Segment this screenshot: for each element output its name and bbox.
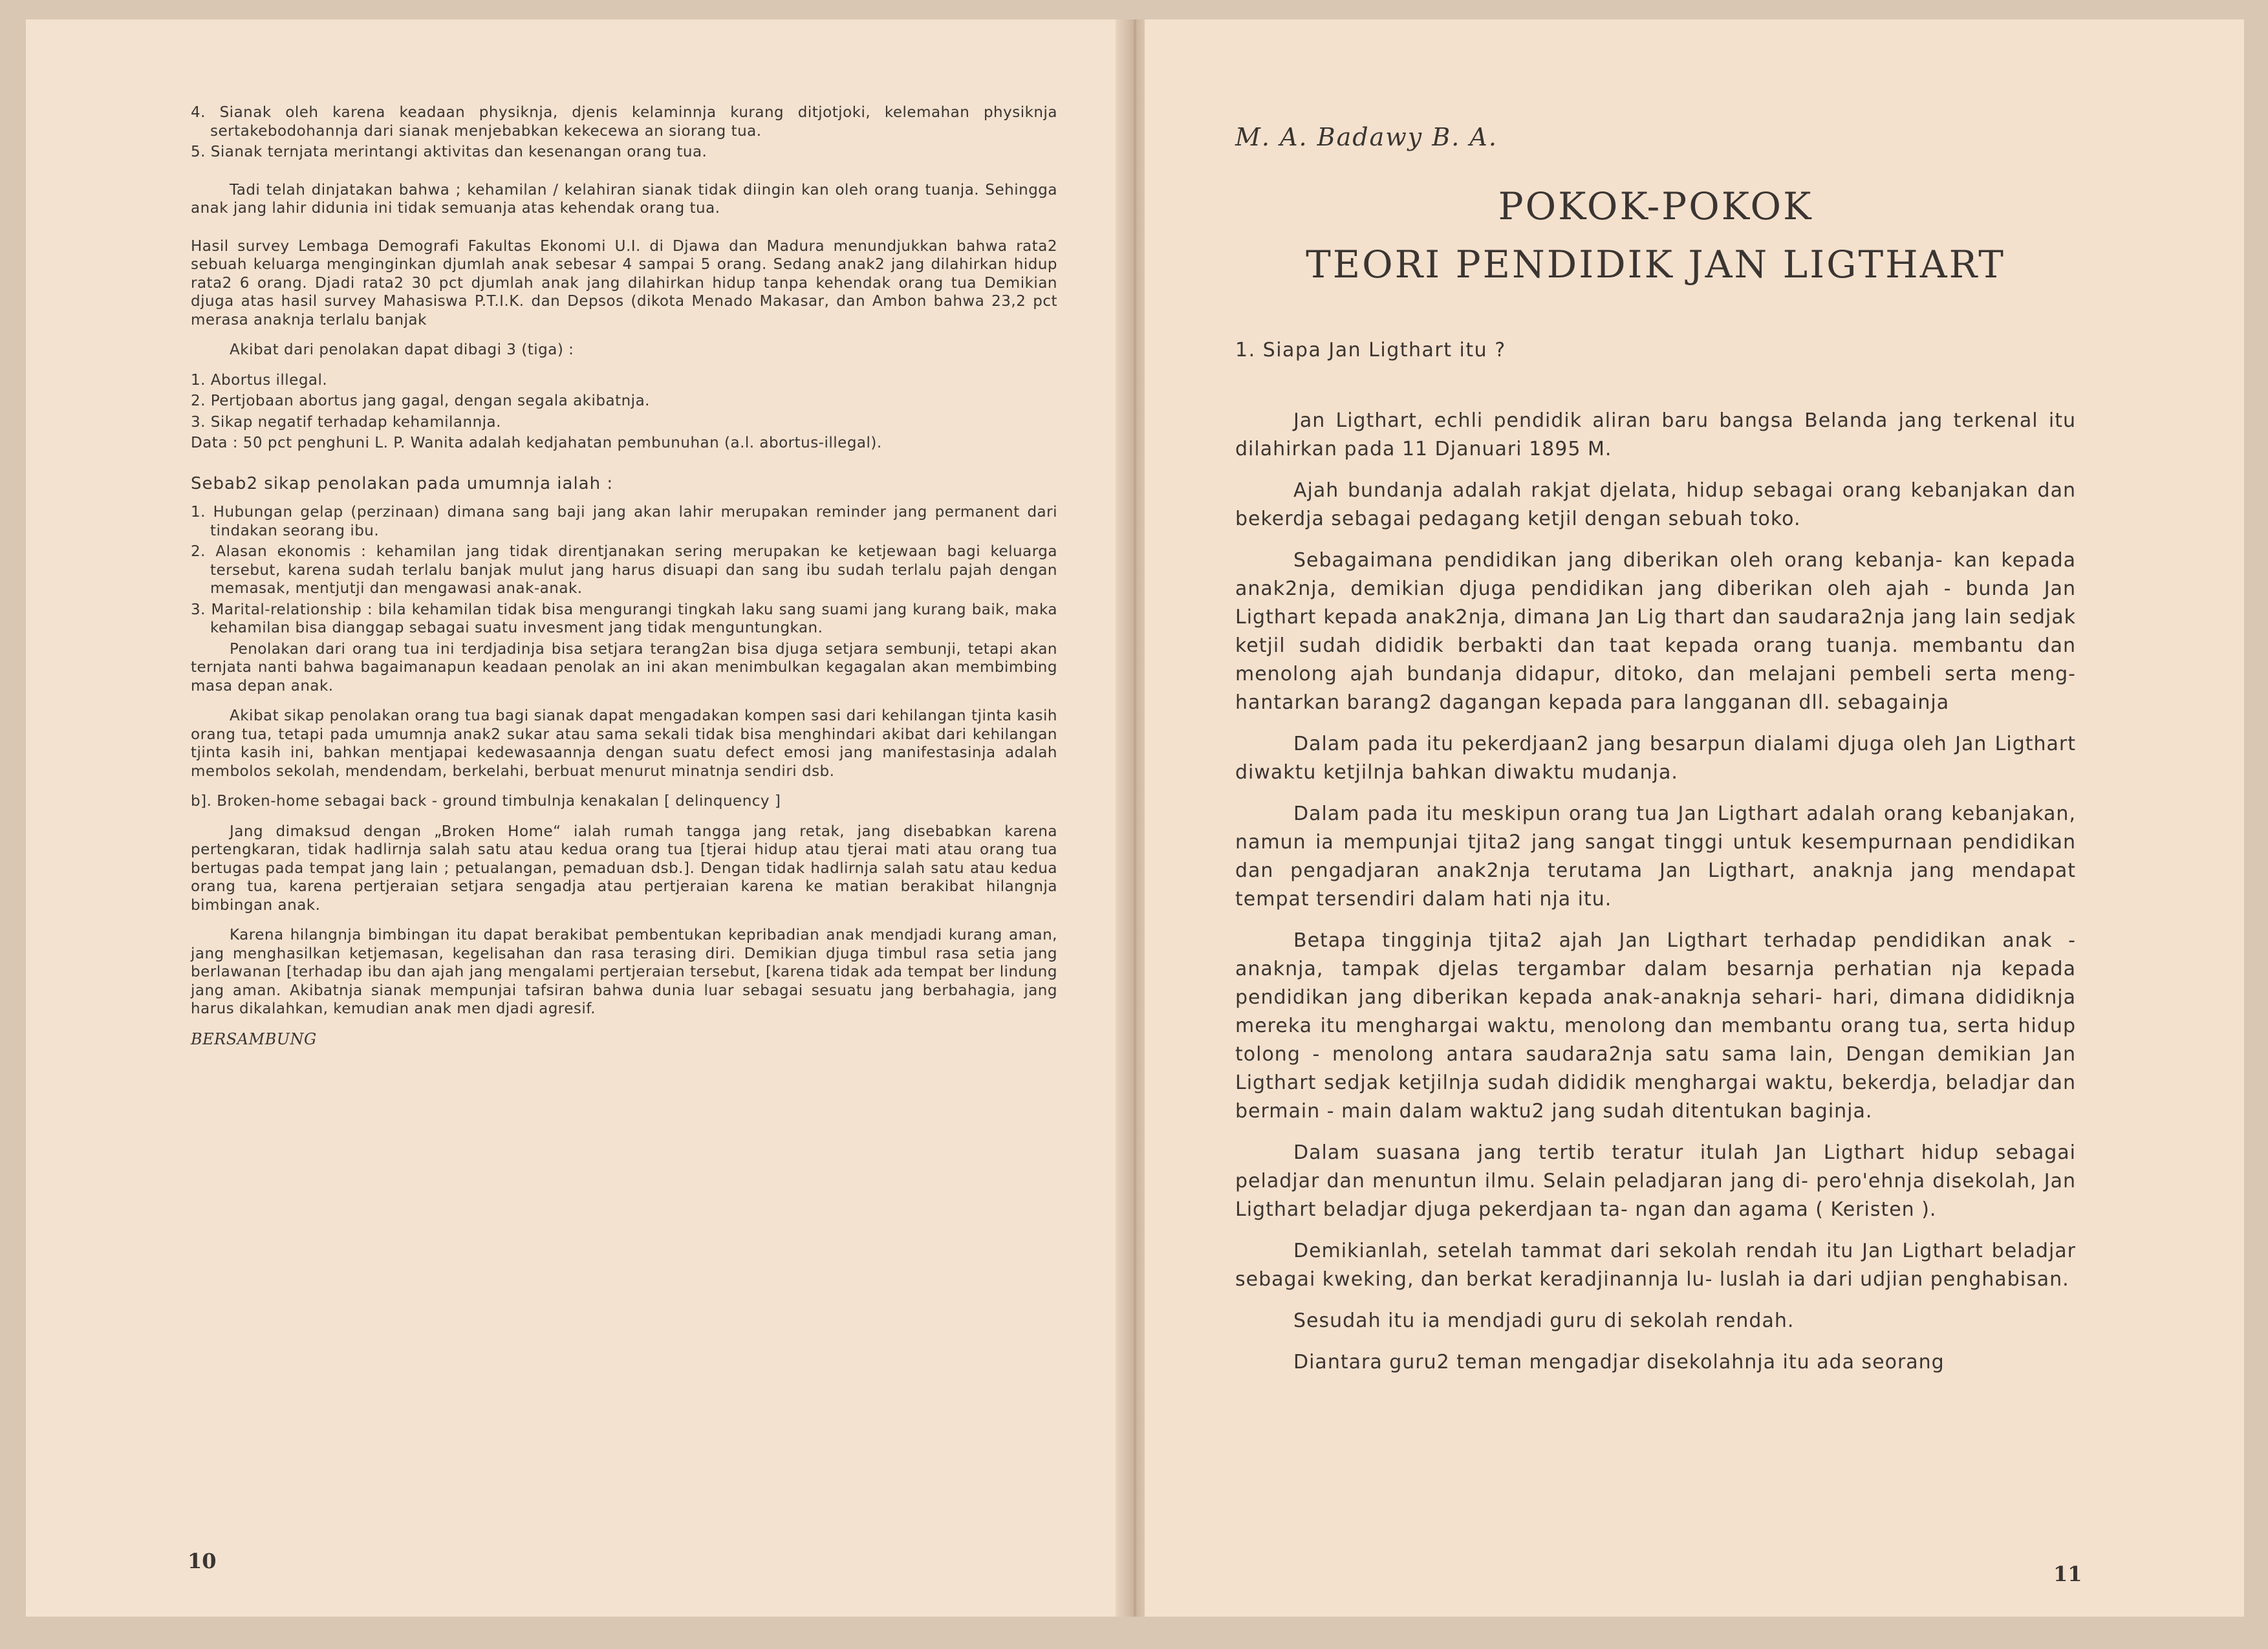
- title-line: TEORI PENDIDIK JAN LIGTHART: [1306, 242, 2005, 286]
- article-title: [1235, 177, 2076, 294]
- paragraph: Sesudah itu ia mendjadi guru di sekolah rendah.: [1293, 1310, 1795, 1332]
- paragraph: Dalam pada itu meskipun orang tua Jan Ligthart adalah orang kebanjakan, namun ia mempunjai tjita2 jang sangat tinggi untuk kesempurnaan pendidikan dan pengadjaran anak2nja terutama Jan Ligthart, anaknja jang mendapat tempat tersendiri dalam hati nja itu.: [1235, 803, 2076, 911]
- paragraph: Akibat dari penolakan dapat dibagi 3 (tiga) :: [230, 341, 574, 358]
- paragraph: Penolakan dari orang tua ini terdjadinja bisa setjara terang2an bisa djuga setjara sembunji, tetapi akan ternjata nanti bahwa bagaimanapun keadaan penolak an ini akan menimbulkan kegagalan akan membimbing masa depan anak.: [191, 640, 1057, 695]
- list-item: 1. Hubungan gelap (perzinaan) dimana sang baji jang akan lahir merupakan reminder jang permanent dari tindakan seorang ibu.: [191, 504, 1057, 539]
- left-page: [26, 19, 1125, 1617]
- list-item: 4. Sianak oleh karena keadaan physiknja, djenis kelaminnja kurang ditjotjoki, kelemahan physiknja sertakebodohannja dari sianak menjebabkan kekecewa an siorang tua.: [191, 104, 1057, 140]
- continued-label: BERSAMBUNG: [191, 1029, 317, 1048]
- paragraph: Demikianlah, setelah tammat dari sekolah rendah itu Jan Ligthart beladjar sebagai kweking, dan berkat keradjinannja lu- luslah ia dari udjian penghabisan.: [1235, 1240, 2076, 1291]
- title-line: POKOK-POKOK: [1498, 184, 1813, 228]
- left-page-text: [191, 103, 1057, 1060]
- paragraph: Karena hilangnja bimbingan itu dapat berakibat pembentukan kepribadian anak mendjadi kurang aman, jang menghasilkan ketjemasan, kegelisahan dan rasa terasing diri. Demikian djuga timbul rasa setia jang berlawanan [terhadap ibu dan ajah jang mengalami pertjeraian tersebut, [karena tidak ada tempat ber lindung jang aman. Akibatnja sianak mempunjai tafsiran bahwa dunia luar sebagai sesuatu jang berbahagia, jang harus dikalahkan, kemudian anak men djadi agresif.: [191, 927, 1057, 1017]
- page-number: 11: [2053, 1562, 2082, 1586]
- right-page-text: [1235, 123, 2076, 1390]
- paragraph: Jan Ligthart, echli pendidik aliran baru bangsa Belanda jang terkenal itu dilahirkan pada 11 Djanuari 1895 M.: [1235, 409, 2076, 460]
- paragraph: Ajah bundanja adalah rakjat djelata, hidup sebagai orang kebanjakan dan bekerdja sebagai pedagang ketjil dengan sebuah toko.: [1235, 479, 2076, 530]
- list-item: 3. Sikap negatif terhadap kehamilannja.: [191, 413, 501, 431]
- paragraph: Sebagaimana pendidikan jang diberikan oleh orang kebanja- kan kepada anak2nja, demikian djuga pendidikan jang diberikan oleh ajah - bunda Jan Ligthart kepada anak2nja, dimana Jan Lig thart dan saudara2nja jang lain sedjak ketjil sudah dididik berbakti dan taat kepada orang tuanja. membantu dan menolong ajah bundanja didapur, ditoko, dan melajani pembeli serta meng- hantarkan barang2 dagangan kepada para langganan dll. sebagainja: [1235, 549, 2076, 714]
- subsection-heading: b]. Broken-home sebagai back - ground timbulnja kenakalan [ delinquency ]: [191, 793, 781, 810]
- paragraph: Jang dimaksud dengan „Broken Home“ ialah rumah tangga jang retak, jang disebabkan karena pertengkaran, tidak hadlirnja salah satu atau kedua orang tua [tjerai hidup atau tjerai mati atau orang tua bertugas pada tempat jang lain ; petualangan, pemaduan dsb.]. Dengan tidak hadlirnja salah satu atau kedua orang tua, karena pertjeraian setjara sengadja atau pertjeraian karena ke matian berakibat hilangnja bimbingan anak.: [191, 823, 1057, 914]
- paragraph: Hasil survey Lembaga Demografi Fakultas Ekonomi U.I. di Djawa dan Madura menundjukkan bahwa rata2 sebuah keluarga menginginkan djumlah anak sebesar 4 sampai 5 orang. Sedang anak2 jang dilahirkan hidup rata2 6 orang. Djadi rata2 30 pct djumlah anak jang dilahirkan hidup tanpa kehendak orang tua Demikian djuga atas hasil survey Mahasiswa P.T.I.K. dan Depsos (dikota Menado Makasar, dan Ambon bahwa 23,2 pct merasa anaknja terlalu banjak: [191, 237, 1057, 329]
- list-item: 5. Sianak ternjata merintangi aktivitas dan kesenangan orang tua.: [191, 144, 707, 160]
- paragraph: Dalam pada itu pekerdjaan2 jang besarpun dialami djuga oleh Jan Ligthart diwaktu ketjilnja bahkan diwaktu mudanja.: [1235, 733, 2076, 784]
- right-page: [1145, 19, 2244, 1617]
- list-item: 2. Alasan ekonomis : kehamilan jang tidak direntjanakan sering merupakan ke ketjewaan bagi keluarga tersebut, karena sudah terlalu banjak mulut jang harus disuapi dan sang ibu sudah terlalu pajah dengan memasak, mentjutji dan mengawasi anak-anak.: [191, 543, 1057, 597]
- page-number: 10: [188, 1549, 217, 1573]
- paragraph: Dalam suasana jang tertib teratur itulah Jan Ligthart hidup sebagai peladjar dan menuntun ilmu. Selain peladjaran jang di- pero'ehnja disekolah, Jan Ligthart beladjar djuga pekerdjaan ta- ngan dan agama ( Keristen ).: [1235, 1141, 2076, 1221]
- paragraph: Diantara guru2 teman mengadjar disekolahnja itu ada seorang: [1293, 1351, 1945, 1374]
- data-note: Data : 50 pct penghuni L. P. Wanita adalah kedjahatan pembunuhan (a.l. abortus-illegal).: [191, 435, 882, 451]
- author-name: M. A. Badawy B. A.: [1235, 123, 1498, 151]
- paragraph: Akibat sikap penolakan orang tua bagi sianak dapat mengadakan kompen sasi dari kehilangan tjinta kasih orang tua, tetapi pada umumnja anak2 sukar atau sama sekali tidak bisa menghindari akibat dari kehilangan tjinta kasih ini, bahkan mentjapai kedewasaannja dengan suatu defect emosi jang manifestasinja adalah membolos sekolah, mendendam, berkelahi, berbuat menurut minatnja sendiri dsb.: [191, 707, 1057, 780]
- list-item: 3. Marital-relationship : bila kehamilan tidak bisa mengurangi tingkah laku sang suami jang kurang baik, maka kehamilan bisa dianggap sebagai suatu invesment jang tidak menguntungkan.: [191, 601, 1057, 636]
- paragraph: Tadi telah dinjatakan bahwa ; kehamilan / kelahiran sianak tidak diingin kan oleh orang tuanja. Sehingga anak jang lahir didunia ini tidak semuanja atas kehendak orang tua.: [191, 181, 1057, 217]
- section-heading: Sebab2 sikap penolakan pada umumnja ialah :: [191, 473, 614, 493]
- section-heading: 1. Siapa Jan Ligthart itu ?: [1235, 339, 1506, 361]
- paragraph: Betapa tingginja tjita2 ajah Jan Ligthart terhadap pendidikan anak - anaknja, tampak djelas tergambar dalam besarnja perhatian nja kepada pendidikan jang diberikan kepada anak-anaknja sehari- hari, dimana dididiknja mereka itu menghargai waktu, menolong dan membantu orang tua, serta hidup tolong - menolong antara saudara2nja satu sama lain, Dengan demikian Jan Ligthart sedjak ketjilnja sudah dididik menghargai waktu, bekerdja, beladjar dan bermain - main dalam waktu2 jang sudah ditentukan baginja.: [1235, 929, 2076, 1123]
- list-item: 1. Abortus illegal.: [191, 371, 328, 389]
- list-item: 2. Pertjobaan abortus jang gagal, dengan segala akibatnja.: [191, 393, 650, 409]
